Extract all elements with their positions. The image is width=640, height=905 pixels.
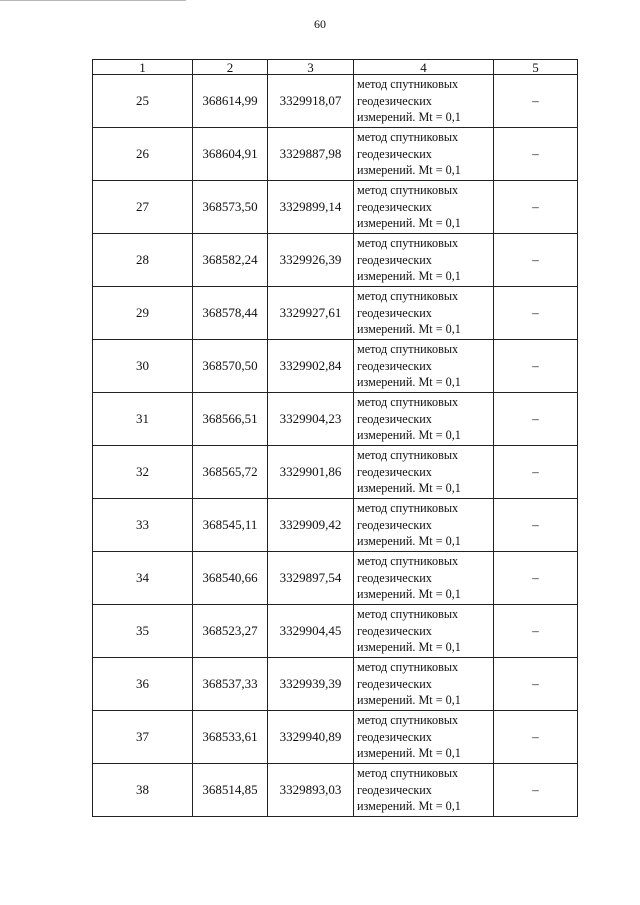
method-line: измерений. Mt = 0,1	[357, 534, 461, 549]
column-header-4: 4	[354, 60, 494, 75]
method-cell	[354, 711, 494, 764]
coordinate-x-cell: 368523,27	[193, 605, 268, 658]
column-5-cell: –	[494, 181, 578, 234]
method-cell	[354, 552, 494, 605]
coordinate-x-cell: 368582,24	[193, 234, 268, 287]
column-5-cell: –	[494, 287, 578, 340]
table-row	[93, 499, 578, 552]
method-line: геодезических	[357, 464, 432, 479]
table-row	[93, 711, 578, 764]
method-line: метод спутниковых	[357, 183, 459, 198]
coordinate-y-cell: 3329893,03	[268, 764, 354, 817]
method-cell	[354, 499, 494, 552]
method-line: геодезических	[357, 623, 432, 638]
column-5-cell: –	[494, 764, 578, 817]
coordinate-y-cell: 3329918,07	[268, 75, 354, 128]
table-row	[93, 234, 578, 287]
coordinate-x-cell: 368573,50	[193, 181, 268, 234]
coordinate-x-cell: 368565,72	[193, 446, 268, 499]
method-line: измерений. Mt = 0,1	[357, 746, 461, 761]
method-line: метод спутниковых	[357, 660, 459, 675]
coordinates-table	[92, 59, 578, 817]
point-number-cell: 38	[93, 764, 193, 817]
point-number-cell: 30	[93, 340, 193, 393]
coordinate-y-cell: 3329926,39	[268, 234, 354, 287]
method-line: геодезических	[357, 358, 432, 373]
point-number-cell: 26	[93, 128, 193, 181]
method-line: измерений. Mt = 0,1	[357, 428, 461, 443]
coordinate-y-cell: 3329904,23	[268, 393, 354, 446]
table-row	[93, 287, 578, 340]
method-line: измерений. Mt = 0,1	[357, 163, 461, 178]
method-line: метод спутниковых	[357, 77, 459, 92]
method-line: измерений. Mt = 0,1	[357, 799, 461, 814]
method-line: геодезических	[357, 252, 432, 267]
method-line: метод спутниковых	[357, 342, 459, 357]
point-number-cell: 33	[93, 499, 193, 552]
coordinate-x-cell: 368540,66	[193, 552, 268, 605]
table-row	[93, 75, 578, 128]
method-line: метод спутниковых	[357, 766, 459, 781]
method-line: геодезических	[357, 676, 432, 691]
method-line: геодезических	[357, 411, 432, 426]
coordinate-y-cell: 3329899,14	[268, 181, 354, 234]
method-line: измерений. Mt = 0,1	[357, 110, 461, 125]
coordinate-x-cell: 368566,51	[193, 393, 268, 446]
coordinate-x-cell: 368514,85	[193, 764, 268, 817]
method-cell	[354, 234, 494, 287]
method-cell	[354, 128, 494, 181]
method-line: измерений. Mt = 0,1	[357, 375, 461, 390]
point-number-cell: 28	[93, 234, 193, 287]
point-number-cell: 35	[93, 605, 193, 658]
column-5-cell: –	[494, 75, 578, 128]
method-line: метод спутниковых	[357, 448, 459, 463]
table-row	[93, 658, 578, 711]
method-line: измерений. Mt = 0,1	[357, 269, 461, 284]
method-line: геодезических	[357, 729, 432, 744]
table-row	[93, 446, 578, 499]
coordinate-y-cell: 3329939,39	[268, 658, 354, 711]
method-line: геодезических	[357, 305, 432, 320]
point-number-cell: 27	[93, 181, 193, 234]
method-cell	[354, 181, 494, 234]
coordinate-x-cell: 368570,50	[193, 340, 268, 393]
column-5-cell: –	[494, 393, 578, 446]
method-cell	[354, 340, 494, 393]
table-row	[93, 393, 578, 446]
point-number-cell: 29	[93, 287, 193, 340]
point-number-cell: 37	[93, 711, 193, 764]
coordinate-x-cell: 368533,61	[193, 711, 268, 764]
column-5-cell: –	[494, 234, 578, 287]
coordinate-x-cell: 368545,11	[193, 499, 268, 552]
method-line: измерений. Mt = 0,1	[357, 322, 461, 337]
coordinate-y-cell: 3329902,84	[268, 340, 354, 393]
column-5-cell: –	[494, 446, 578, 499]
coordinate-y-cell: 3329887,98	[268, 128, 354, 181]
coordinate-y-cell: 3329909,42	[268, 499, 354, 552]
method-cell	[354, 75, 494, 128]
method-line: метод спутниковых	[357, 501, 459, 516]
header-row	[93, 60, 578, 75]
method-cell	[354, 764, 494, 817]
method-line: геодезических	[357, 570, 432, 585]
method-line: метод спутниковых	[357, 554, 459, 569]
coordinate-x-cell: 368537,33	[193, 658, 268, 711]
coordinate-x-cell: 368614,99	[193, 75, 268, 128]
method-line: измерений. Mt = 0,1	[357, 587, 461, 602]
column-5-cell: –	[494, 711, 578, 764]
page-number: 60	[314, 17, 326, 31]
point-number-cell: 34	[93, 552, 193, 605]
column-header-5: 5	[494, 60, 578, 75]
column-5-cell: –	[494, 499, 578, 552]
coordinate-x-cell: 368578,44	[193, 287, 268, 340]
method-line: геодезических	[357, 146, 432, 161]
method-cell	[354, 658, 494, 711]
column-5-cell: –	[494, 552, 578, 605]
method-line: геодезических	[357, 517, 432, 532]
coordinate-y-cell: 3329897,54	[268, 552, 354, 605]
table-row	[93, 128, 578, 181]
method-line: метод спутниковых	[357, 130, 459, 145]
coordinate-y-cell: 3329940,89	[268, 711, 354, 764]
table-row	[93, 605, 578, 658]
top-left-rule	[0, 0, 186, 1]
column-header-2: 2	[193, 60, 268, 75]
coordinate-y-cell: 3329927,61	[268, 287, 354, 340]
column-5-cell: –	[494, 605, 578, 658]
method-line: геодезических	[357, 782, 432, 797]
method-line: измерений. Mt = 0,1	[357, 640, 461, 655]
method-line: измерений. Mt = 0,1	[357, 693, 461, 708]
method-cell	[354, 287, 494, 340]
coordinate-y-cell: 3329901,86	[268, 446, 354, 499]
column-5-cell: –	[494, 658, 578, 711]
method-line: метод спутниковых	[357, 607, 459, 622]
table-row	[93, 340, 578, 393]
table-row	[93, 181, 578, 234]
method-line: измерений. Mt = 0,1	[357, 216, 461, 231]
method-line: геодезических	[357, 93, 432, 108]
column-header-3: 3	[268, 60, 354, 75]
method-line: метод спутниковых	[357, 713, 459, 728]
method-cell	[354, 446, 494, 499]
method-cell	[354, 605, 494, 658]
method-line: геодезических	[357, 199, 432, 214]
column-5-cell: –	[494, 340, 578, 393]
table-header	[93, 60, 578, 75]
method-cell	[354, 393, 494, 446]
coordinate-x-cell: 368604,91	[193, 128, 268, 181]
column-header-1: 1	[93, 60, 193, 75]
table-body	[93, 75, 578, 817]
point-number-cell: 36	[93, 658, 193, 711]
point-number-cell: 32	[93, 446, 193, 499]
coordinate-y-cell: 3329904,45	[268, 605, 354, 658]
method-line: метод спутниковых	[357, 289, 459, 304]
method-line: метод спутниковых	[357, 236, 459, 251]
method-line: метод спутниковых	[357, 395, 459, 410]
table-row	[93, 552, 578, 605]
point-number-cell: 31	[93, 393, 193, 446]
point-number-cell: 25	[93, 75, 193, 128]
column-5-cell: –	[494, 128, 578, 181]
table-row	[93, 764, 578, 817]
method-line: измерений. Mt = 0,1	[357, 481, 461, 496]
